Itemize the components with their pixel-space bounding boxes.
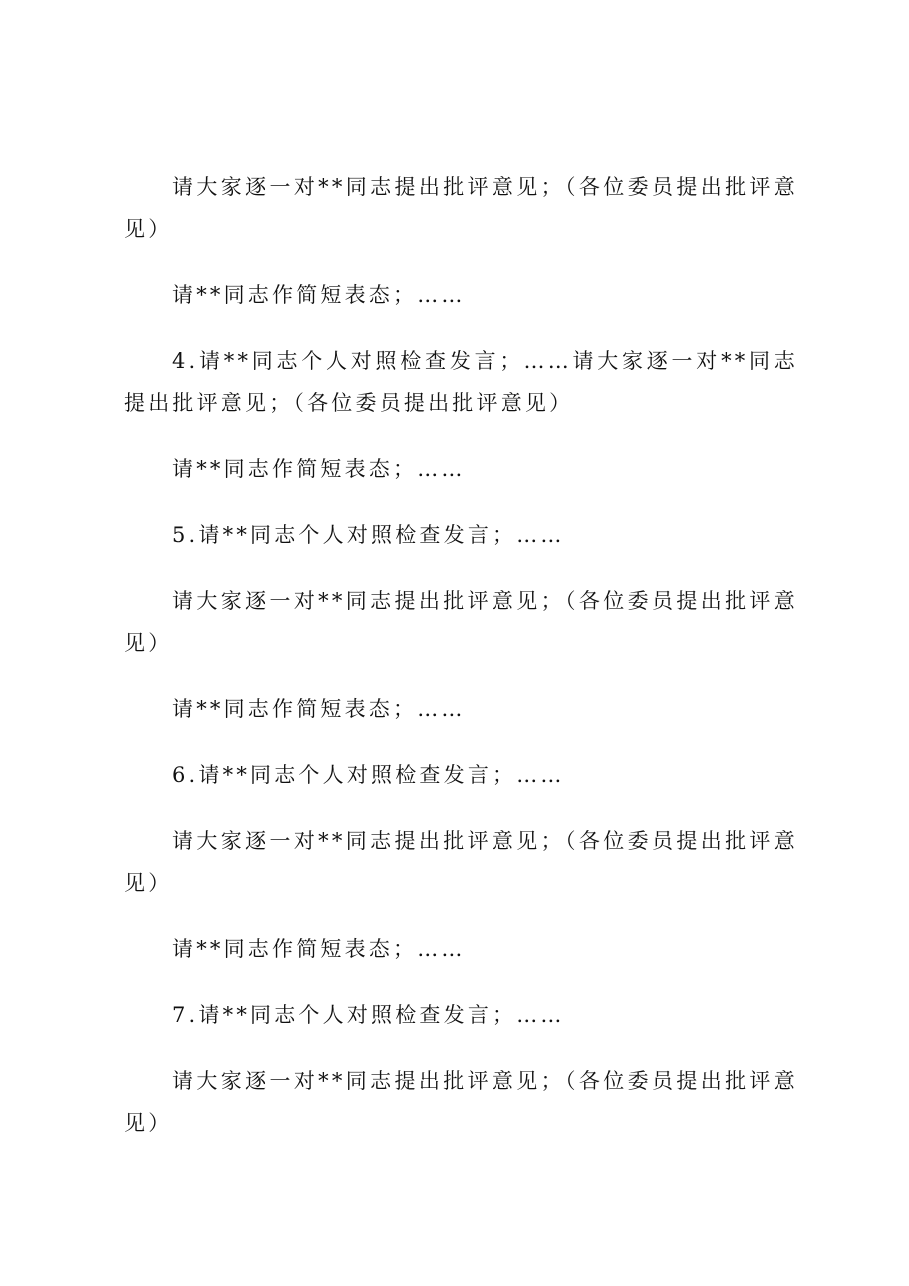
paragraph-item-6: 6.请**同志个人对照检查发言；……: [172, 763, 565, 787]
paragraph-criticism: 请大家逐一对**同志提出批评意见；（各位委员提出批评意见）: [124, 829, 798, 895]
paragraph-statement: 请**同志作简短表态；……: [172, 283, 466, 307]
paragraph-statement: 请**同志作简短表态；……: [172, 457, 466, 481]
paragraph-statement: 请**同志作简短表态；……: [172, 937, 466, 961]
paragraph-criticism: 请大家逐一对**同志提出批评意见；（各位委员提出批评意见）: [124, 1069, 798, 1135]
document-body: [124, 166, 798, 1168]
paragraph-statement: 请**同志作简短表态；……: [172, 697, 466, 721]
paragraph-item-5: 5.请**同志个人对照检查发言；……: [172, 523, 565, 547]
paragraph-criticism: 请大家逐一对**同志提出批评意见；（各位委员提出批评意见）: [124, 589, 798, 655]
paragraph-item-4: 4.请**同志个人对照检查发言；……请大家逐一对**同志提出批评意见；（各位委员提出批评意见）: [124, 349, 798, 415]
paragraph-criticism: 请大家逐一对**同志提出批评意见；（各位委员提出批评意见）: [124, 175, 798, 241]
paragraph-item-7: 7.请**同志个人对照检查发言；……: [172, 1003, 565, 1027]
